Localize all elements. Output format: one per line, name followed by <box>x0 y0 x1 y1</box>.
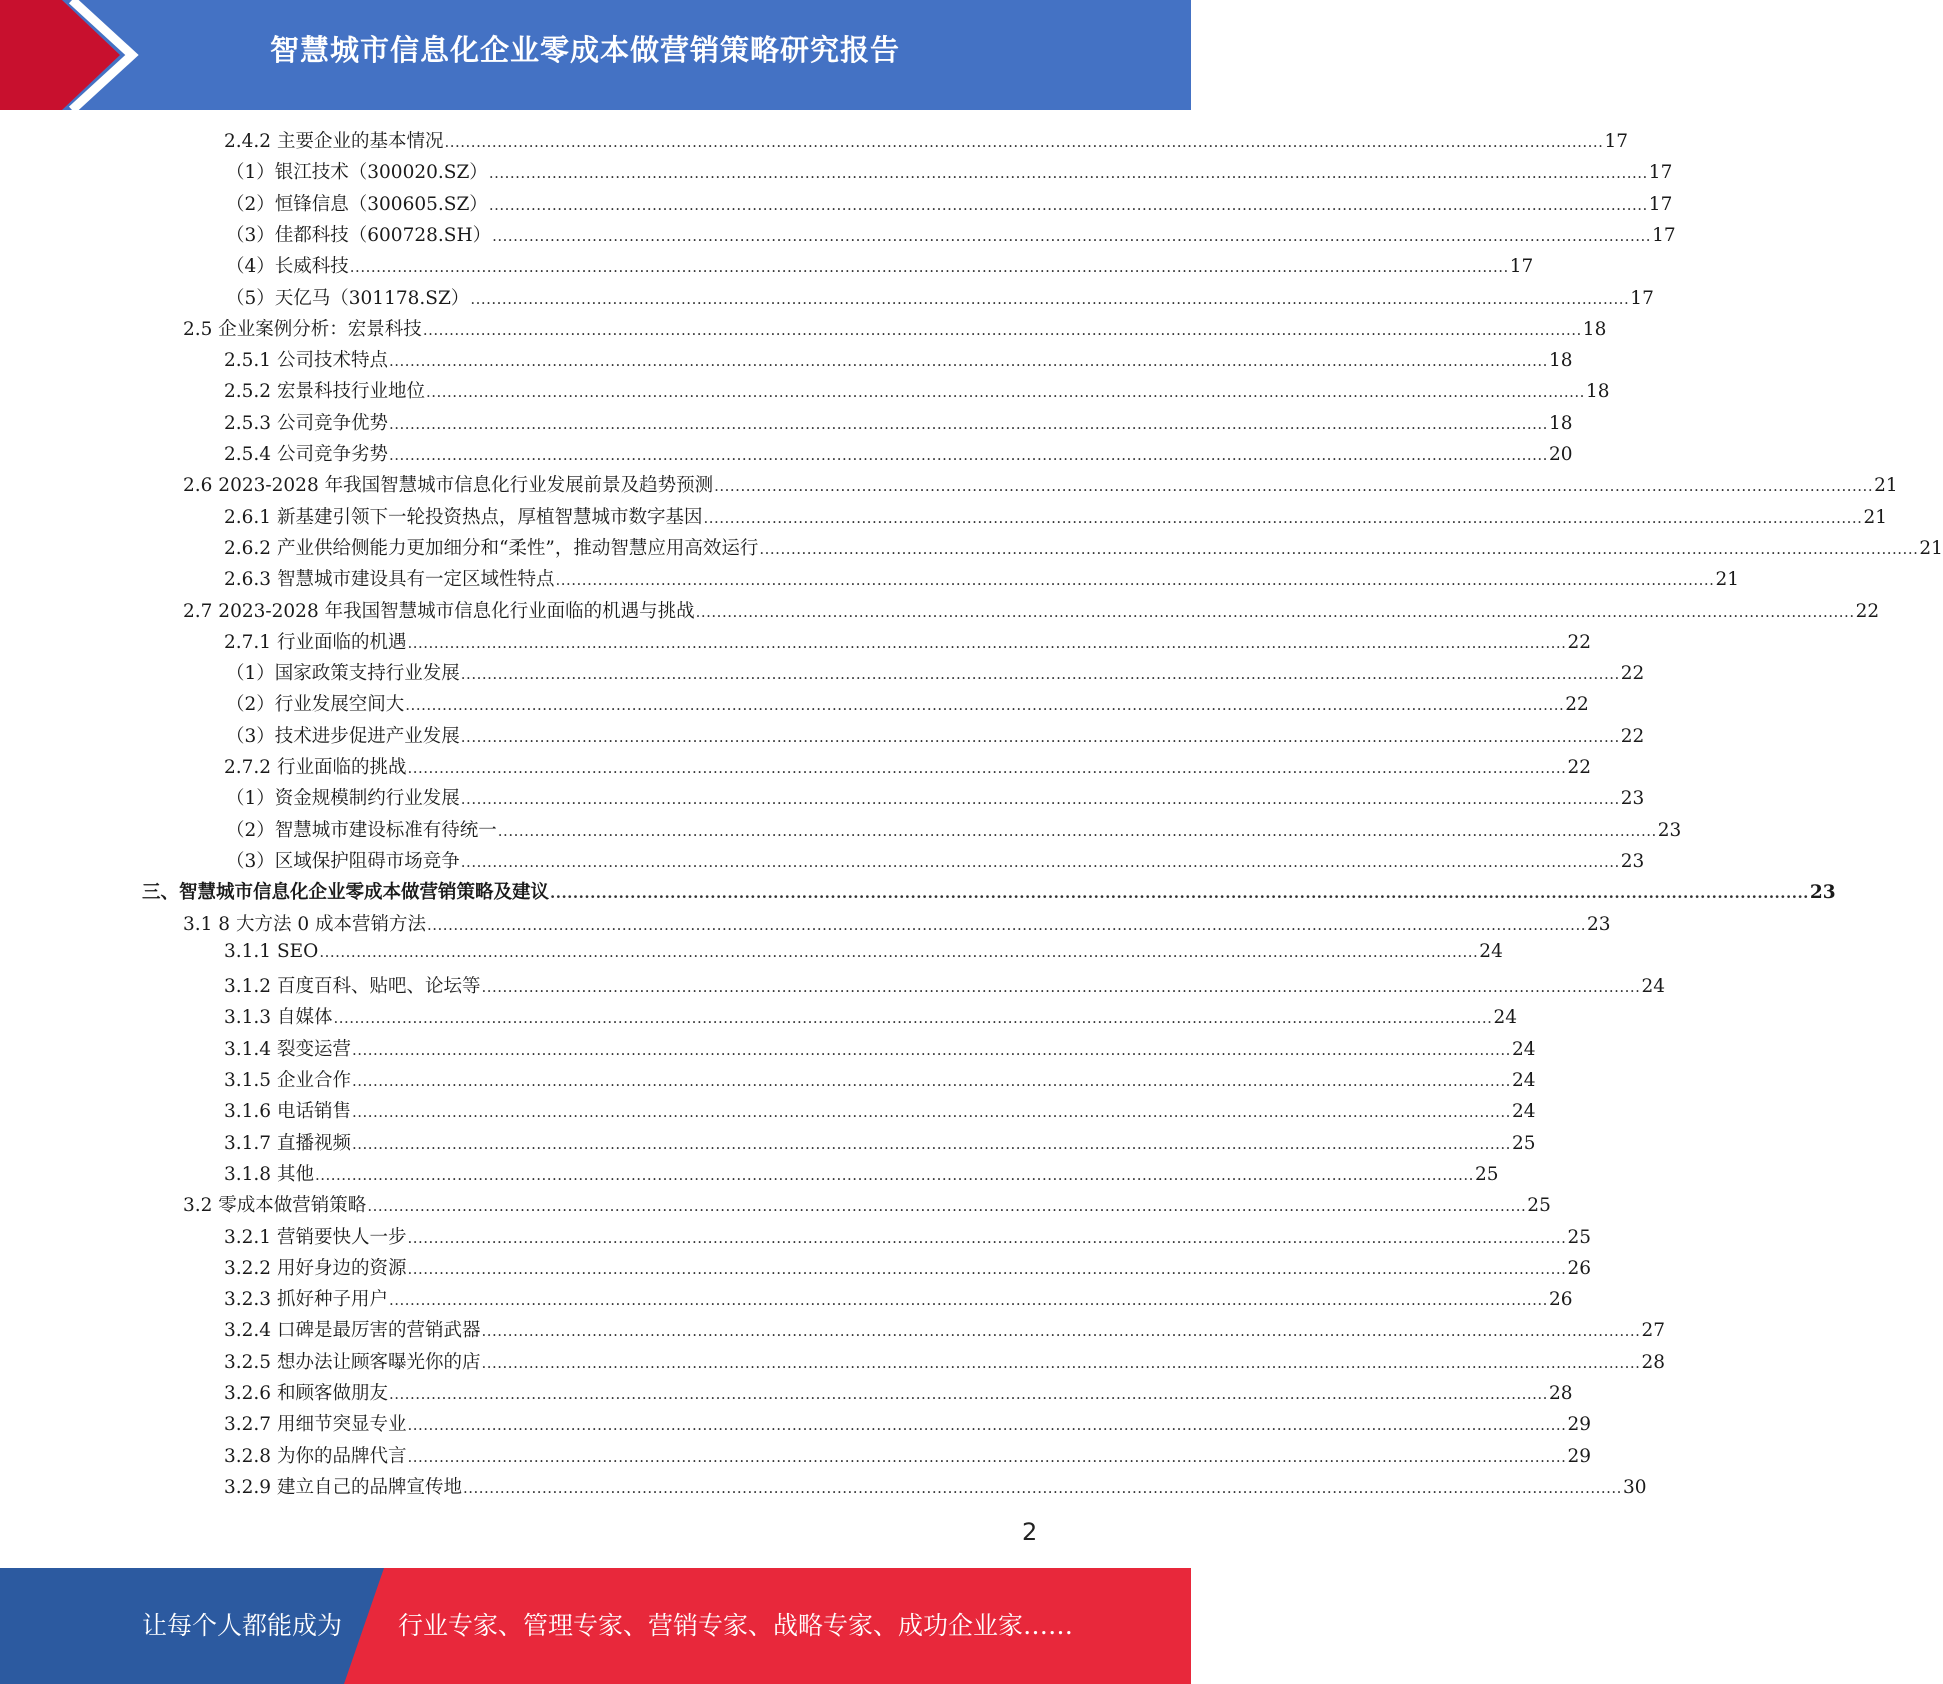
toc-entry-page: 18 <box>1582 318 1607 340</box>
toc-entry-page: 17 <box>1648 162 1673 184</box>
toc-entry-label: 2.6.3 智慧城市建设具有一定区域性特点 <box>224 569 555 591</box>
toc-entry-label: 3.2.2 用好身边的资源 <box>224 1257 407 1279</box>
toc-dot-leader: ............................................................................................................................................................................................................................ <box>460 852 1620 871</box>
toc-entry-label: 3.2.3 抓好种子用户 <box>224 1289 388 1311</box>
toc-entry-page: 23 <box>1657 819 1682 841</box>
toc-entry[interactable] <box>224 1129 1536 1160</box>
toc-entry-label: 2.5.3 公司竞争优势 <box>224 412 388 434</box>
toc-entry[interactable] <box>224 346 1573 377</box>
toc-entry[interactable] <box>224 377 1610 408</box>
toc-entry[interactable] <box>226 690 1589 721</box>
toc-dot-leader: ............................................................................................................................................................................................................................ <box>460 665 1620 684</box>
footer-slogan-right: 行业专家、管理专家、营销专家、战略专家、成功企业家…… <box>398 1611 1074 1640</box>
toc-dot-leader: ............................................................................................................................................................................................................................ <box>427 915 1586 934</box>
toc-entry[interactable] <box>224 753 1591 784</box>
toc-dot-leader: ............................................................................................................................................................................................................................ <box>759 539 1919 558</box>
toc-entry[interactable] <box>224 1442 1591 1473</box>
toc-entry-page: 18 <box>1548 412 1573 434</box>
toc-entry[interactable] <box>224 503 1887 534</box>
toc-entry[interactable] <box>224 1035 1536 1066</box>
toc-entry-label: 3.2.9 建立自己的品牌宣传地 <box>224 1476 462 1498</box>
toc-entry-page: 20 <box>1548 444 1573 465</box>
toc-entry-label: 3.2 零成本做营销策略 <box>183 1195 367 1217</box>
toc-entry-label: 2.5.4 公司竞争劣势 <box>224 444 388 465</box>
toc-dot-leader: ............................................................................................................................................................................................................................ <box>407 1447 1567 1466</box>
toc-entry[interactable] <box>226 284 1654 315</box>
toc-entry[interactable] <box>224 1066 1536 1097</box>
toc-dot-leader: ............................................................................................................................................................................................................................ <box>703 508 1863 527</box>
toc-entry[interactable] <box>226 252 1534 283</box>
toc-entry[interactable] <box>226 847 1645 878</box>
toc-dot-leader: ............................................................................................................................................................................................................................ <box>351 1072 1511 1090</box>
toc-entry-label: 3.1 8 大方法 0 成本营销方法 <box>183 913 426 935</box>
toc-entry[interactable] <box>224 1285 1573 1316</box>
toc-entry-label: 3.1.8 其他 <box>224 1163 314 1185</box>
toc-entry[interactable] <box>224 1473 1647 1504</box>
toc-entry-page: 22 <box>1620 725 1645 747</box>
toc-entry-label: 3.1.7 直播视频 <box>224 1132 351 1154</box>
toc-dot-leader: ............................................................................................................................................................................................................................ <box>388 1385 1548 1403</box>
toc-entry[interactable] <box>224 628 1591 659</box>
toc-dot-leader: ............................................................................................................................................................................................................................ <box>481 1322 1641 1341</box>
toc-entry-label: 3.2.8 为你的品牌代言 <box>224 1445 407 1467</box>
toc-entry-label: 3.1.6 电话销售 <box>224 1101 351 1123</box>
toc-entry-label: 2.6.1 新基建引领下一轮投资热点，厚植智慧城市数字基因 <box>224 506 703 528</box>
toc-entry-label: 3.1.3 自媒体 <box>224 1007 333 1029</box>
toc-dot-leader: ............................................................................................................................................................................................................................ <box>444 133 1604 151</box>
toc-dot-leader: ............................................................................................................................................................................................................................ <box>422 320 1582 339</box>
report-header <box>0 0 1191 110</box>
toc-entry[interactable] <box>226 221 1676 252</box>
toc-entry-page: 21 <box>1874 475 1898 497</box>
toc-entry-page: 17 <box>1630 287 1654 309</box>
footer-slogan-left: 让每个人都能成为 <box>142 1611 343 1640</box>
toc-entry-page: 17 <box>1604 131 1628 152</box>
toc-entry-label: （3）区域保护阻碍市场竞争 <box>226 850 460 872</box>
toc-entry-page: 23 <box>1586 913 1611 935</box>
toc-entry-label: 3.2.1 营销要快人一步 <box>224 1226 407 1248</box>
toc-entry-page: 25 <box>1527 1195 1551 1217</box>
toc-entry[interactable] <box>183 910 1611 941</box>
page-number: 2 <box>1022 1518 1038 1546</box>
toc-dot-leader: ............................................................................................................................................................................................................................ <box>470 289 1630 308</box>
toc-dot-leader: ............................................................................................................................................................................................................................ <box>555 571 1715 590</box>
toc-entry-label: 3.2.6 和顾客做朋友 <box>224 1383 388 1404</box>
toc-entry[interactable] <box>224 440 1573 471</box>
toc-entry[interactable] <box>183 1191 1551 1222</box>
toc-dot-leader: ............................................................................................................................................................................................................................ <box>319 942 1479 961</box>
toc-dot-leader: ............................................................................................................................................................................................................................ <box>314 1165 1474 1184</box>
toc-entry-label: 3.2.4 口碑是最厉害的营销武器 <box>224 1320 481 1342</box>
toc-entry-page: 22 <box>1567 757 1591 778</box>
toc-dot-leader: ............................................................................................................................................................................................................................ <box>481 1353 1641 1372</box>
toc-entry-label: 2.5.2 宏景科技行业地位 <box>224 381 425 403</box>
toc-entry[interactable] <box>224 1003 1517 1034</box>
toc-dot-leader: ............................................................................................................................................................................................................................ <box>388 352 1548 371</box>
toc-entry-label: 2.7 2023-2028 年我国智慧城市信息化行业面临的机遇与挑战 <box>183 600 695 622</box>
toc-entry-page: 24 <box>1641 976 1665 998</box>
toc-entry[interactable] <box>183 315 1607 346</box>
toc-entry-label: 2.5.1 公司技术特点 <box>224 350 388 372</box>
toc-entry-page: 22 <box>1565 694 1589 716</box>
toc-entry-label: 3.1.4 裂变运营 <box>224 1038 351 1060</box>
toc-dot-leader: ............................................................................................................................................................................................................................ <box>492 226 1652 245</box>
toc-entry[interactable] <box>226 816 1682 847</box>
toc-entry[interactable] <box>224 1097 1536 1128</box>
toc-entry[interactable] <box>224 940 1503 972</box>
toc-dot-leader: ............................................................................................................................................................................................................................ <box>462 1478 1622 1497</box>
toc-entry-label: 2.4.2 主要企业的基本情况 <box>224 131 444 152</box>
toc-dot-leader: ............................................................................................................................................................................................................................ <box>349 258 1509 277</box>
toc-entry-label: 2.6 2023-2028 年我国智慧城市信息化行业发展前景及趋势预测 <box>183 475 714 497</box>
toc-dot-leader: ............................................................................................................................................................................................................................ <box>405 696 1565 715</box>
toc-entry[interactable] <box>226 784 1645 815</box>
toc-entry[interactable] <box>224 1223 1591 1254</box>
toc-entry[interactable] <box>183 471 1898 502</box>
toc-entry-label: 2.5 企业案例分析：宏景科技 <box>183 318 422 340</box>
toc-entry-label: 2.7.2 行业面临的挑战 <box>224 757 407 778</box>
toc-entry-page: 23 <box>1620 788 1645 810</box>
toc-entry-page: 28 <box>1641 1351 1665 1373</box>
toc-entry-label: 3.1.2 百度百科、贴吧、论坛等 <box>224 976 481 998</box>
toc-entry[interactable] <box>224 1379 1573 1410</box>
toc-entry-page: 29 <box>1567 1414 1591 1436</box>
toc-entry-page: 23 <box>1620 850 1645 872</box>
toc-entry-label: （1）国家政策支持行业发展 <box>226 663 460 685</box>
toc-entry-page: 24 <box>1493 1007 1517 1029</box>
toc-entry[interactable] <box>226 190 1673 221</box>
toc-entry-label: （2）行业发展空间大 <box>226 694 405 716</box>
toc-entry[interactable] <box>226 158 1673 189</box>
toc-entry-page: 17 <box>1648 193 1673 215</box>
report-title: 智慧城市信息化企业零成本做营销策略研究报告 <box>270 33 901 67</box>
toc-dot-leader: ............................................................................................................................................................................................................................ <box>351 1103 1511 1122</box>
toc-entry-label: 三、智慧城市信息化企业零成本做营销策略及建议 <box>142 882 550 904</box>
toc-dot-leader: ............................................................................................................................................................................................................................ <box>388 1291 1548 1310</box>
toc-entry-label: （2）智慧城市建设标准有待统一 <box>226 819 497 841</box>
footer-banner <box>0 1568 1191 1684</box>
toc-entry[interactable] <box>226 722 1645 753</box>
toc-dot-leader: ............................................................................................................................................................................................................................ <box>407 1416 1567 1435</box>
toc-entry-page: 21 <box>1863 506 1887 528</box>
toc-dot-leader: ............................................................................................................................................................................................................................ <box>497 821 1657 840</box>
toc-entry[interactable] <box>224 972 1665 1003</box>
toc-entry-label: （2）恒锋信息（300605.SZ） <box>226 193 488 215</box>
toc-entry-page: 22 <box>1567 631 1591 653</box>
toc-entry-page: 25 <box>1474 1163 1499 1185</box>
toc-dot-leader: ............................................................................................................................................................................................................................ <box>407 1259 1567 1278</box>
toc-entry[interactable] <box>224 1316 1665 1347</box>
toc-dot-leader: ............................................................................................................................................................................................................................ <box>488 164 1648 183</box>
toc-entry-page: 24 <box>1511 1038 1536 1060</box>
toc-dot-leader: ............................................................................................................................................................................................................................ <box>351 1134 1511 1153</box>
toc-dot-leader: ............................................................................................................................................................................................................................ <box>333 1009 1493 1028</box>
toc-entry-label: 2.6.2 产业供给侧能力更加细分和“柔性”，推动智慧应用高效运行 <box>224 537 759 559</box>
toc-dot-leader: ............................................................................................................................................................................................................................ <box>481 978 1641 997</box>
toc-entry-page: 17 <box>1509 256 1534 278</box>
toc-entry[interactable] <box>224 127 1628 158</box>
toc-entry-page: 21 <box>1919 537 1943 559</box>
toc-entry[interactable] <box>224 1348 1665 1379</box>
toc-entry[interactable] <box>224 409 1573 440</box>
toc-entry[interactable] <box>224 534 1943 565</box>
toc-entry[interactable] <box>224 565 1739 596</box>
toc-entry-page: 28 <box>1548 1383 1573 1404</box>
toc-dot-leader: ............................................................................................................................................................................................................................ <box>367 1197 1527 1216</box>
toc-entry-page: 22 <box>1855 600 1880 622</box>
toc-entry[interactable] <box>183 597 1880 628</box>
toc-entry-page: 29 <box>1567 1445 1591 1467</box>
toc-entry-page: 18 <box>1585 381 1610 403</box>
toc-dot-leader: ............................................................................................................................................................................................................................ <box>407 1228 1567 1247</box>
toc-entry-label: （4）长威科技 <box>226 256 349 278</box>
toc-dot-leader: ............................................................................................................................................................................................................................ <box>425 383 1585 402</box>
toc-dot-leader: ............................................................................................................................................................................................................................ <box>695 602 1855 621</box>
toc-entry[interactable] <box>224 1160 1499 1191</box>
toc-entry-page: 27 <box>1641 1320 1665 1342</box>
toc-entry-page: 30 <box>1622 1476 1647 1498</box>
toc-entry-page: 17 <box>1652 224 1676 246</box>
toc-entry-page: 23 <box>1809 882 1836 904</box>
toc-entry-page: 25 <box>1567 1226 1591 1248</box>
toc-entry-page: 18 <box>1548 350 1573 372</box>
toc-dot-leader: ............................................................................................................................................................................................................................ <box>407 633 1567 652</box>
toc-entry-label: （1）资金规模制约行业发展 <box>226 788 460 810</box>
toc-entry-label: 3.1.1 SEO <box>224 940 319 962</box>
red-chevron-logo <box>0 0 160 110</box>
toc-entry-label: （3）佳都科技（600728.SH） <box>226 224 492 246</box>
toc-entry-label: 3.2.7 用细节突显专业 <box>224 1414 407 1436</box>
toc-entry-page: 24 <box>1511 1070 1536 1091</box>
toc-dot-leader: ............................................................................................................................................................................................................................ <box>714 477 1874 496</box>
toc-dot-leader: ............................................................................................................................................................................................................................ <box>488 195 1648 214</box>
toc-entry-label: （1）银江技术（300020.SZ） <box>226 162 488 184</box>
toc-entry-label: 3.1.5 企业合作 <box>224 1070 351 1091</box>
toc-dot-leader: ............................................................................................................................................................................................................................ <box>460 790 1620 809</box>
toc-dot-leader: ............................................................................................................................................................................................................................ <box>351 1040 1511 1059</box>
toc-entry-page: 24 <box>1479 940 1503 962</box>
toc-dot-leader: ............................................................................................................................................................................................................................ <box>460 727 1620 746</box>
toc-entry-page: 24 <box>1511 1101 1536 1123</box>
toc-entry-page: 25 <box>1511 1132 1536 1154</box>
toc-entry-label: （3）技术进步促进产业发展 <box>226 725 460 747</box>
toc-entry-label: 2.7.1 行业面临的机遇 <box>224 631 407 653</box>
toc-entry-label: （5）天亿马（301178.SZ） <box>226 287 470 309</box>
toc-entry-page: 22 <box>1620 663 1645 685</box>
toc-entry-label: 3.2.5 想办法让顾客曝光你的店 <box>224 1351 481 1373</box>
toc-entry[interactable] <box>142 878 1836 909</box>
toc-entry-page: 26 <box>1567 1257 1591 1279</box>
toc-dot-leader: ............................................................................................................................................................................................................................ <box>388 414 1548 433</box>
toc-dot-leader: ............................................................................................................................................................................................................................ <box>550 884 1809 903</box>
toc-entry-page: 21 <box>1715 569 1739 591</box>
toc-entry-page: 26 <box>1548 1289 1573 1311</box>
toc-dot-leader: ............................................................................................................................................................................................................................ <box>407 759 1567 777</box>
toc-entry[interactable] <box>226 659 1645 690</box>
toc-entry[interactable] <box>224 1410 1591 1441</box>
toc-dot-leader: ............................................................................................................................................................................................................................ <box>388 446 1548 464</box>
toc-entry[interactable] <box>224 1254 1591 1285</box>
